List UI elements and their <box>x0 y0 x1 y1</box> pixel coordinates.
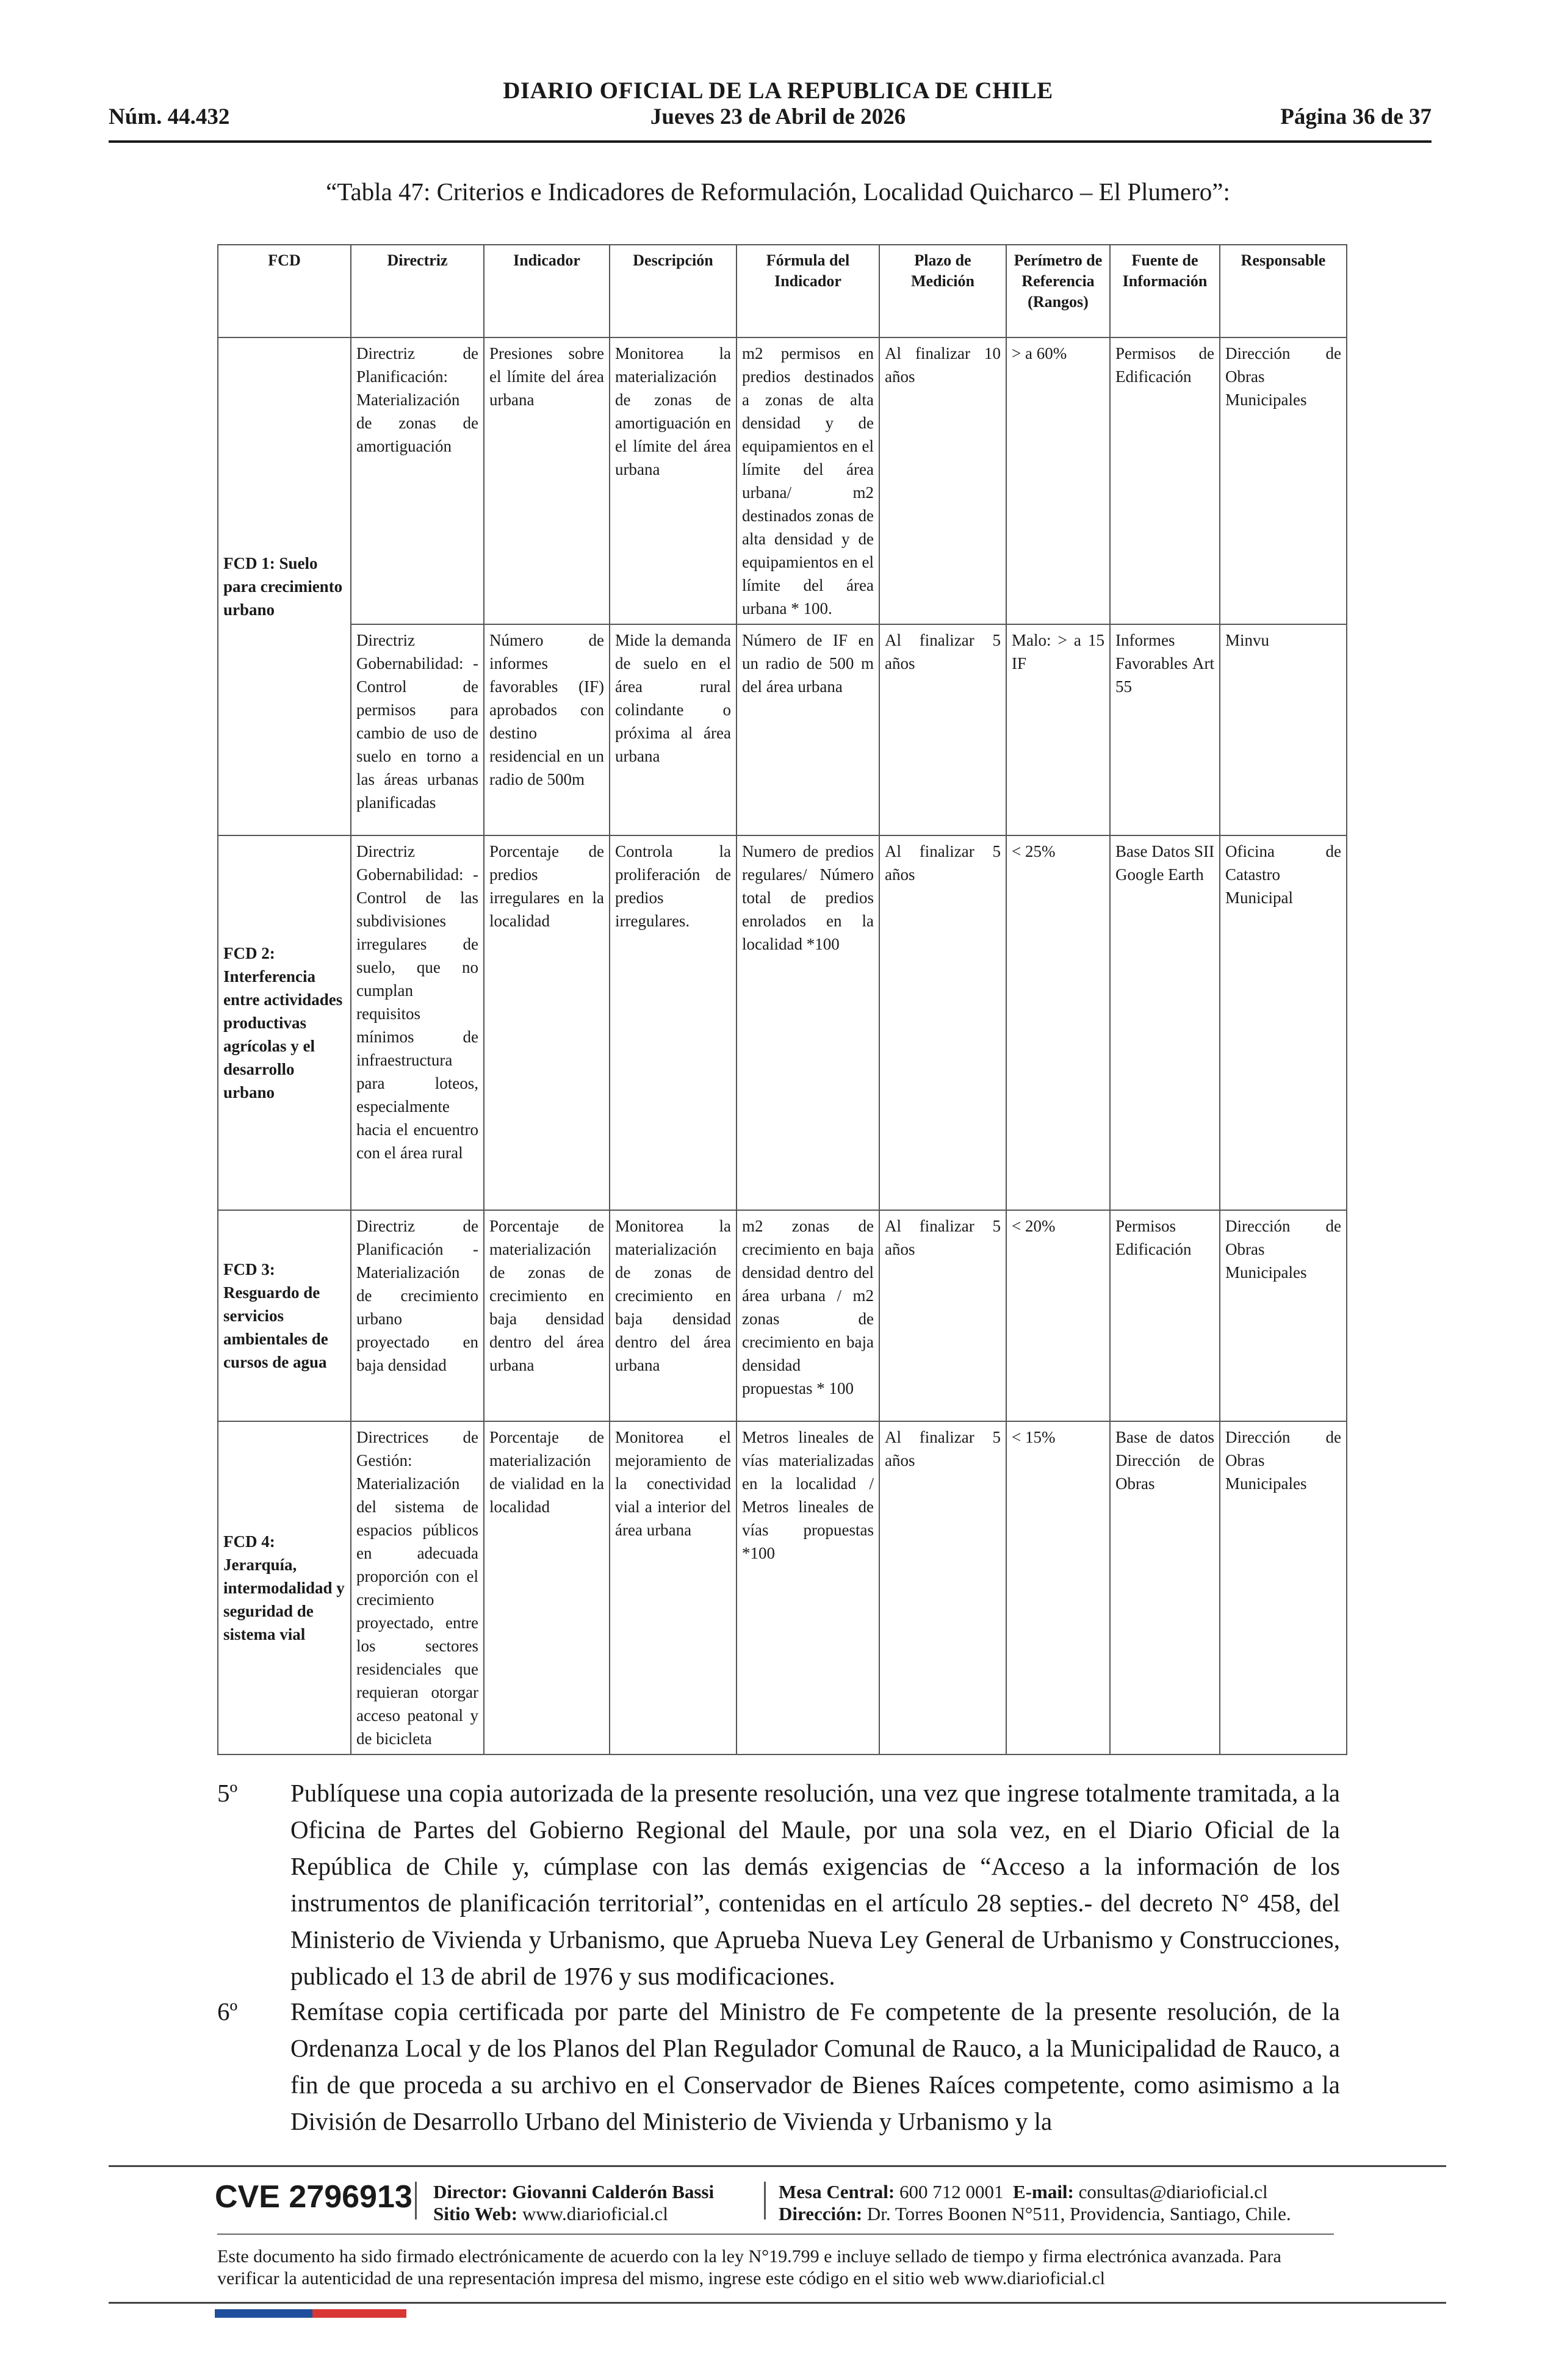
website-link[interactable]: www.diarioficial.cl <box>522 2203 668 2224</box>
signature-note: Este documento ha sido firmado electrónicamente de acuerdo con la ley N°19.799 e incluye sellado de tiempo y firma electrónica avanzada. Para verificar la autenticidad de una representación impresa del mismo, ingrese este código en el sitio web www.diarioficial.cl <box>217 2246 1281 2288</box>
table-row <box>218 624 1347 835</box>
issue-number: Núm. 44.432 <box>109 104 230 129</box>
director-name: Giovanni Calderón Bassi <box>512 2181 715 2202</box>
paragraph-5 <box>217 1775 1340 2031</box>
table-cell: Directriz de Planificación - Materialización de crecimiento urbano proyectado en baja densidad <box>351 1210 484 1421</box>
table-header-row <box>218 245 1347 337</box>
paragraph-number: 6º <box>217 1997 238 2025</box>
table-cell: Monitorea la materialización de zonas de crecimiento en baja densidad dentro del área urbana <box>610 1210 737 1421</box>
table-cell: Controla la proliferación de predios irregulares. <box>610 835 737 1210</box>
table-row <box>218 1421 1347 1754</box>
footer-contact-block <box>779 2181 1291 2225</box>
fcd-cell: FCD 4: Jerarquía, intermodalidad y seguridad de sistema vial <box>218 1421 351 1754</box>
website-label: Sitio Web: <box>433 2203 518 2224</box>
table-cell: Malo: > a 15 IF <box>1006 624 1110 835</box>
table-cell: Porcentaje de materialización de zonas de crecimiento en baja densidad dentro del área urbana <box>484 1210 610 1421</box>
table-cell: Directriz Gobernabilidad: - Control de las subdivisiones irregulares de suelo, que no cumplan requisitos mínimos de infraestructura para loteos, especialmente hacia el encuentro con el área rural <box>351 835 484 1210</box>
email-link[interactable]: consultas@diarioficial.cl <box>1078 2181 1268 2202</box>
footer-rule-mid <box>217 2234 1334 2235</box>
header-cell: Directriz <box>351 245 484 337</box>
footer-separator <box>764 2182 766 2220</box>
table-cell: Dirección de Obras Municipales <box>1220 337 1347 624</box>
table-cell: Número de informes favorables (IF) aprobados con destino residencial en un radio de 500m <box>484 624 610 835</box>
footer-rule-bottom <box>109 2302 1446 2304</box>
table-cell: Porcentaje de predios irregulares en la localidad <box>484 835 610 1210</box>
table-cell: Número de IF en un radio de 500 m del área urbana <box>737 624 879 835</box>
header-cell: Responsable <box>1220 245 1347 337</box>
paragraph-6 <box>217 1993 1340 2152</box>
email-label: E-mail: <box>1013 2181 1074 2202</box>
table-cell: Metros lineales de vías materializadas en la localidad / Metros lineales de vías propuestas *100 <box>737 1421 879 1754</box>
mesa-phone: 600 712 0001 <box>899 2181 1004 2202</box>
table-cell: m2 zonas de crecimiento en baja densidad dentro del área urbana / m2 zonas de crecimiento en baja densidad propuestas * 100 <box>737 1210 879 1421</box>
header-cell: FCD <box>218 245 351 337</box>
table-cell: m2 permisos en predios destinados a zonas de alta densidad y de equipamientos en el límite del área urbana/ m2 destinados zonas de alta densidad y de equipamientos en el límite del área urbana * 100. <box>737 337 879 624</box>
table-cell: Al finalizar 5 años <box>879 1421 1006 1754</box>
address-label: Dirección: <box>779 2203 863 2224</box>
table-cell: Mide la demanda de suelo en el área rural colindante o próxima al área urbana <box>610 624 737 835</box>
issue-date: Jueves 23 de Abril de 2026 <box>650 104 906 129</box>
table-cell: Minvu <box>1220 624 1347 835</box>
header-cell: Indicador <box>484 245 610 337</box>
table-cell: < 20% <box>1006 1210 1110 1421</box>
table-row <box>218 337 1347 624</box>
director-label: Director: <box>433 2181 508 2202</box>
table-cell: Base Datos SII Google Earth <box>1110 835 1220 1210</box>
table-cell: Al finalizar 5 años <box>879 835 1006 1210</box>
footer-director-block <box>433 2181 714 2225</box>
table-cell: < 25% <box>1006 835 1110 1210</box>
table-cell: < 15% <box>1006 1421 1110 1754</box>
criteria-table <box>217 244 1347 1755</box>
table-cell: Permisos Edificación <box>1110 1210 1220 1421</box>
table-cell: Numero de predios regulares/ Número total de predios enrolados en la localidad *100 <box>737 835 879 1210</box>
mesa-label: Mesa Central: <box>779 2181 895 2202</box>
header-cell: Descripción <box>610 245 737 337</box>
table-row <box>218 1210 1347 1421</box>
fcd-cell: FCD 2: Interferencia entre actividades productivas agrícolas y el desarrollo urbano <box>218 835 351 1210</box>
table-cell: Al finalizar 5 años <box>879 1210 1006 1421</box>
table-cell: Directriz de Planificación: Materialización de zonas de amortiguación <box>351 337 484 624</box>
table-cell: Base de datos Dirección de Obras <box>1110 1421 1220 1754</box>
table-cell: Presiones sobre el límite del área urbana <box>484 337 610 624</box>
table-cell: Dirección de Obras Municipales <box>1220 1421 1347 1754</box>
header-cell: Fórmula del Indicador <box>737 245 879 337</box>
table-cell: Permisos de Edificación <box>1110 337 1220 624</box>
table-cell: Informes Favorables Art 55 <box>1110 624 1220 835</box>
header-cell: Perímetro de Referencia (Rangos) <box>1006 245 1110 337</box>
fcd-cell: FCD 1: Suelo para crecimiento urbano <box>218 337 351 835</box>
footer-separator <box>415 2182 417 2220</box>
header-rule <box>109 140 1432 143</box>
paragraph-number: 5º <box>217 1779 238 1807</box>
paragraph-text: Publíquese una copia autorizada de la presente resolución, una vez que ingrese totalmente tramitada, a la Oficina de Partes del Gobierno Regional del Maule, por una sola vez, en el Diario Oficial de la República de Chile y, cúmplase con las demás exigencias de “Acceso a la información de los instrumentos de planificación territorial”, contenidas en el artículo 28 septies.- del decreto N° 458, del Ministerio de Vivienda y Urbanismo, que Aprueba Nueva Ley General de Urbanismo y Construcciones, publicado el 13 de abril de 1976 y sus modificaciones. <box>290 1779 1340 1990</box>
flag-stripe-red <box>312 2309 406 2318</box>
table-title: “Tabla 47: Criterios e Indicadores de Reformulación, Localidad Quicharco – El Plumero”: <box>326 178 1230 206</box>
table-cell: Porcentaje de materialización de vialidad en la localidad <box>484 1421 610 1754</box>
page-indicator: Página 36 de 37 <box>1280 104 1432 129</box>
header-cell: Fuente de Información <box>1110 245 1220 337</box>
address-text: Dr. Torres Boonen N°511, Providencia, Santiago, Chile. <box>866 2203 1291 2224</box>
flag-stripe-blue <box>215 2309 312 2318</box>
table-cell: Oficina de Catastro Municipal <box>1220 835 1347 1210</box>
table-cell: Monitorea el mejoramiento de la conectividad vial a interior del área urbana <box>610 1421 737 1754</box>
table-cell: Directrices de Gestión: Materialización del sistema de espacios públicos en adecuada proporción con el crecimiento proyectado, entre los sectores residenciales que requieran otorgar acceso peatonal y de bicicleta <box>351 1421 484 1754</box>
table-row <box>218 835 1347 1210</box>
footer-rule-top <box>109 2165 1446 2167</box>
table-cell: Al finalizar 10 años <box>879 337 1006 624</box>
table-cell: Dirección de Obras Municipales <box>1220 1210 1347 1421</box>
table-cell: Monitorea la materialización de zonas de amortiguación en el límite del área urbana <box>610 337 737 624</box>
table-cell: > a 60% <box>1006 337 1110 624</box>
fcd-cell: FCD 3: Resguardo de servicios ambientales de cursos de agua <box>218 1210 351 1421</box>
paragraph-text: Remítase copia certificada por parte del Ministro de Fe competente de la presente resolución, de la Ordenanza Local y de los Planos del Plan Regulador Comunal de Rauco, a la Municipalidad de Rauco, a fin de que proceda a su archivo en el Conservador de Bienes Raíces competente, como asimismo a la División de Desarrollo Urbano del Ministerio de Vivienda y Urbanismo y la <box>290 1997 1340 2135</box>
cve-code: CVE 2796913 <box>215 2179 412 2215</box>
header-cell: Plazo de Medición <box>879 245 1006 337</box>
table-cell: Directriz Gobernabilidad: - Control de permisos para cambio de uso de suelo en torno a las áreas urbanas planificadas <box>351 624 484 835</box>
newspaper-title: DIARIO OFICIAL DE LA REPUBLICA DE CHILE <box>503 78 1053 104</box>
table-cell: Al finalizar 5 años <box>879 624 1006 835</box>
